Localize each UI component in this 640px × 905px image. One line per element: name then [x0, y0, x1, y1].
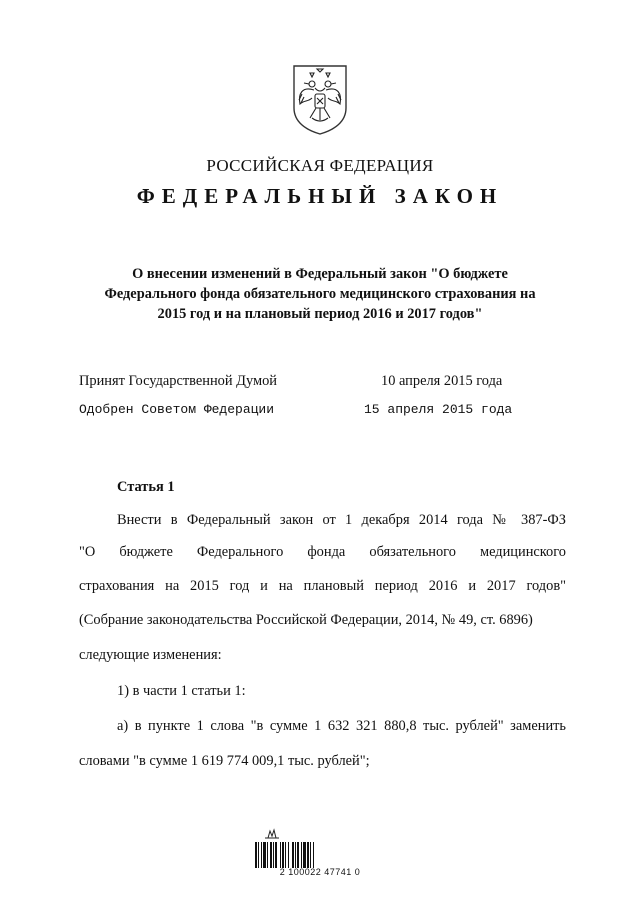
law-title-line: 2015 год и на плановый период 2016 и 2017 годов" [157, 306, 483, 322]
country-name: РОССИЙСКАЯ ФЕДЕРАЦИЯ [206, 156, 434, 175]
barcode-bar [263, 842, 266, 868]
document-type: ФЕДЕРАЛЬНЫЙ ЗАКОН [136, 184, 504, 208]
article-text-line: страхования на 2015 год и на плановый период 2016 и 2017 годов" [79, 578, 566, 594]
article-text-line: словами "в сумме 1 619 774 009,1 тыс. рублей"; [79, 753, 370, 769]
approved-by-council-label: Одобрен Советом Федерации [79, 402, 275, 417]
article-text-line: Внести в Федеральный закон от 1 декабря 2014 года № 387-ФЗ [117, 512, 566, 528]
barcode-bar [301, 842, 302, 868]
article-heading: Статья 1 [117, 479, 175, 495]
adopted-by-duma-date: 10 апреля 2015 года [381, 373, 503, 389]
barcode-bar [313, 842, 314, 868]
barcode-bar [258, 842, 259, 868]
barcode-bar [295, 842, 296, 868]
barcode-bar [282, 842, 284, 868]
article-text-line: "О бюджете Федерального фонда обязательного медицинского [79, 544, 566, 560]
barcode-bar [273, 842, 274, 868]
barcode-bar [267, 842, 268, 868]
barcode-bar [292, 842, 294, 868]
barcode-bar [270, 842, 272, 868]
law-title-line: О внесении изменений в Федеральный закон "О бюджете [132, 266, 508, 282]
barcode-number: 2 100022 47741 0 [279, 867, 361, 877]
barcode-bar [303, 842, 306, 868]
barcode-bar [288, 842, 289, 868]
barcode-bar [275, 842, 277, 868]
article-list-item: а) в пункте 1 слова "в сумме 1 632 321 880,8 тыс. рублей" заменить [117, 718, 566, 734]
coat-of-arms-emblem [290, 64, 350, 136]
barcode-bar [297, 842, 299, 868]
article-text-line: следующие изменения: [79, 647, 222, 663]
law-title-line: Федерального фонда обязательного медицинского страхования на [104, 286, 536, 302]
barcode-bar [255, 842, 257, 868]
barcode-bar [280, 842, 281, 868]
article-list-item: 1) в части 1 статьи 1: [117, 683, 246, 699]
adopted-by-duma-label: Принят Государственной Думой [79, 373, 277, 389]
barcode-bar [310, 842, 311, 868]
document-barcode [255, 842, 335, 868]
barcode-bar [285, 842, 286, 868]
barcode-bar [307, 842, 309, 868]
article-text-line: (Собрание законодательства Российской Федерации, 2014, № 49, ст. 6896) [79, 612, 533, 628]
registration-mark-icon [264, 828, 280, 840]
law-title [90, 264, 550, 324]
barcode-bar [261, 842, 262, 868]
approved-by-council-date: 15 апреля 2015 года [364, 402, 513, 417]
